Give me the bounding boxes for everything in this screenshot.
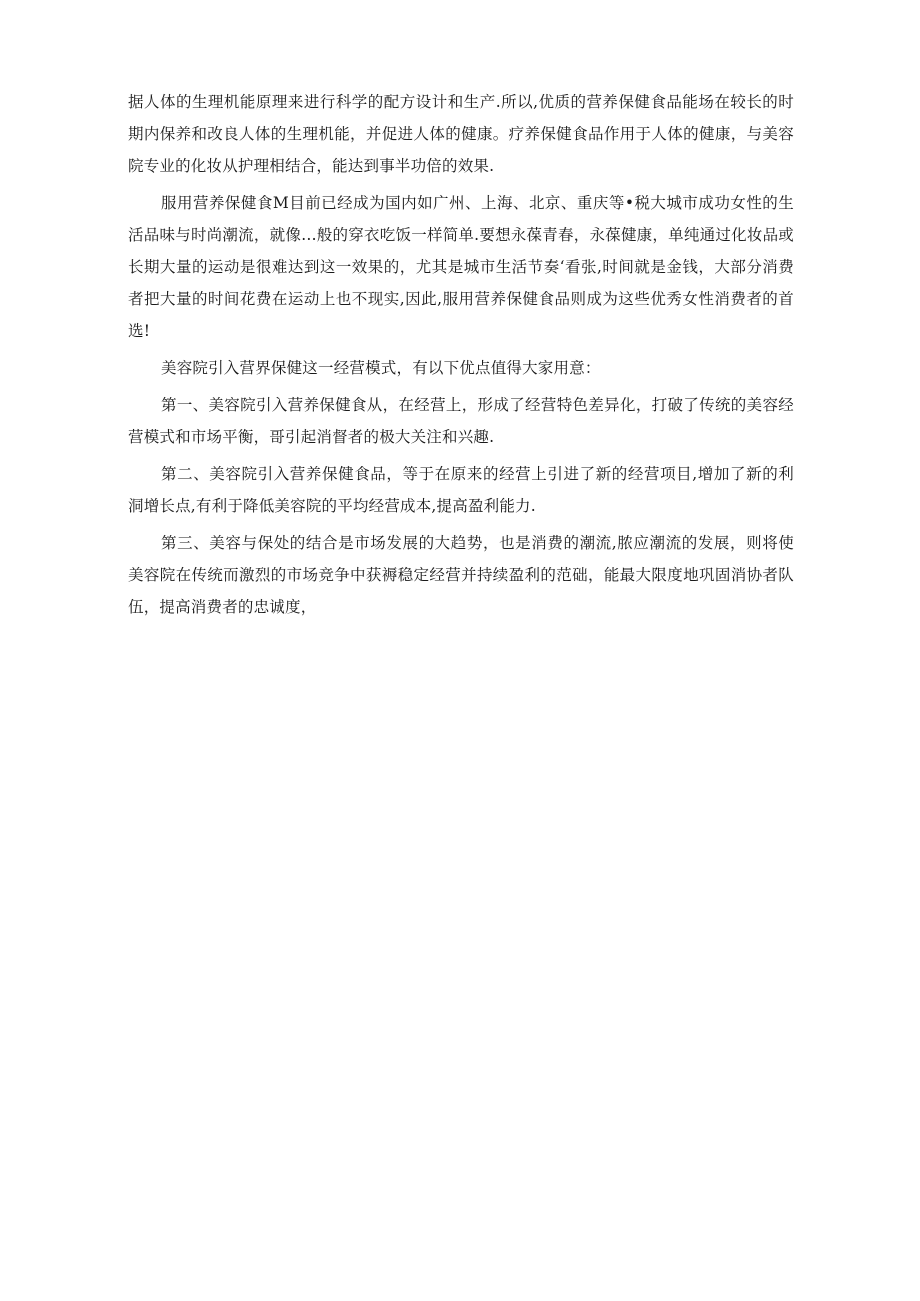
paragraph-nutrition-trend: 服用营养保健食M目前已经成为国内如广州、上海、北京、重庆等•税大城市成功女性的生活品味与时尚潮流，就像…般的穿衣吃饭一样简单.要想永葆青春，永葆健康，单纯通过化妆品或长期大量的运动是很难达到这一效果的，尤其是城市生活节奏‘看张,时间就是金钱，大部分消费者把大量的时间花费在运动上也不现实,因此,服用营养保健食品则成为这些优秀女性消费者的首选! (128, 194, 794, 340)
paragraph-advantage-two: 第二、美容院引入营养保健食品，等于在原来的经营上引进了新的经营项目,增加了新的利洞增长点,有利于降低美容院的平均经营成本,提高盈利能力. (128, 465, 794, 515)
paragraph-advantage-one: 第一、美容院引入营养保健食从，在经营上，形成了经营特色差异化，打破了传统的美容经营模式和市场平衡，哥引起消督者的极大关注和兴趣. (128, 396, 794, 446)
document-body (128, 86, 794, 628)
paragraph-continuation: 据人体的生理机能原理来进行科学的配方设计和生产.所以,优质的营养保健食品能场在较长的时期内保养和改良人体的生理机能，并促进人体的健康。疗养保健食品作用于人体的健康，与美容院专业的化妆从护理相结合，能达到事半功倍的效果. (128, 93, 794, 175)
paragraph-advantage-three: 第三、美容与保处的结合是市场发展的大趋势，也是消费的潮流,脓应潮流的发展，则将使美容院在传统而激烈的市场竞争中获褥稳定经营并持续盈利的范础，能最大限度地巩固消协者队伍，提高消费者的忠诚度， (128, 534, 794, 616)
paragraph-advantages-intro: 美容院引入营界保健这一经营模式，有以下优点值得大家用意： (161, 359, 601, 377)
